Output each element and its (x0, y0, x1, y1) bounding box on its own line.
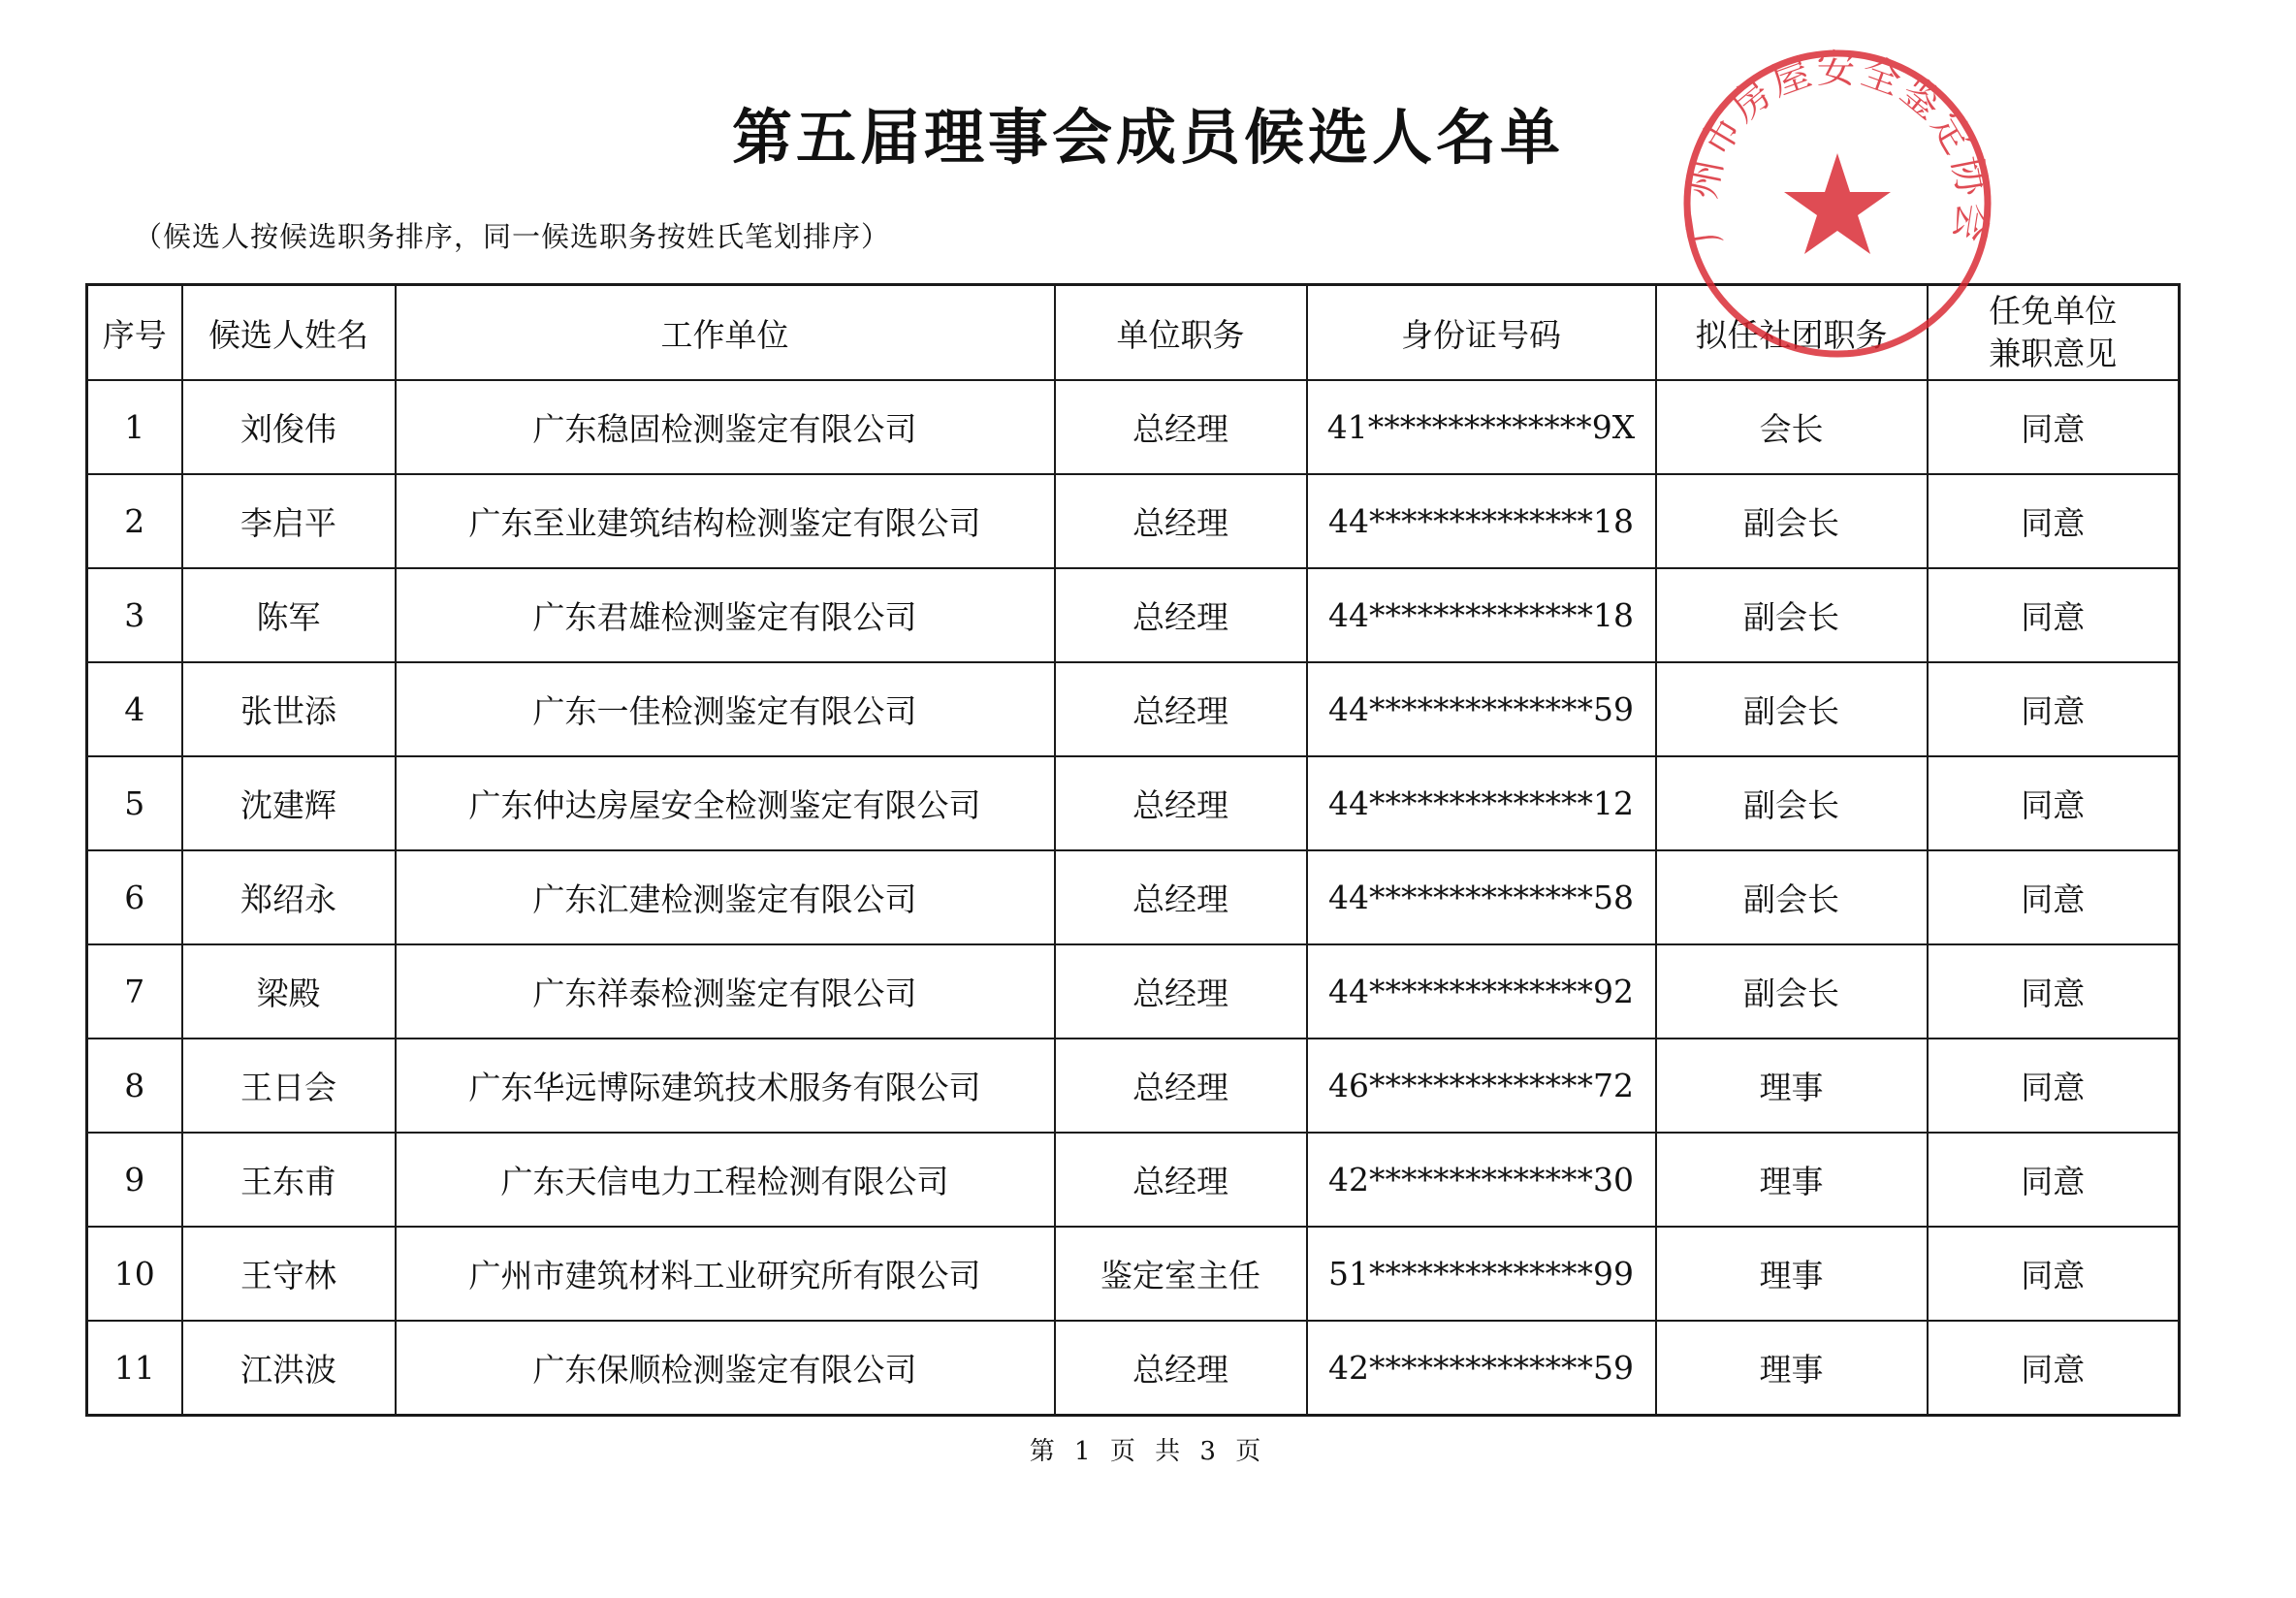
cell-seq: 5 (87, 756, 182, 850)
cell-name: 张世添 (182, 662, 396, 756)
cell-id: 44**************92 (1307, 944, 1656, 1039)
cell-name: 陈军 (182, 568, 396, 662)
cell-seq: 10 (87, 1227, 182, 1321)
header-org: 工作单位 (396, 285, 1055, 381)
cell-opinion: 同意 (1928, 1133, 2180, 1227)
cell-seq: 6 (87, 850, 182, 944)
cell-post: 理事 (1656, 1039, 1928, 1133)
cell-opinion: 同意 (1928, 756, 2180, 850)
cell-name: 沈建辉 (182, 756, 396, 850)
table-row (87, 662, 2180, 756)
cell-org: 广东君雄检测鉴定有限公司 (396, 568, 1055, 662)
header-post: 拟任社团职务 (1656, 285, 1928, 381)
cell-org: 广东保顺检测鉴定有限公司 (396, 1321, 1055, 1416)
cell-name: 王日会 (182, 1039, 396, 1133)
cell-name: 李启平 (182, 474, 396, 568)
cell-role: 总经理 (1055, 850, 1307, 944)
cell-seq: 9 (87, 1133, 182, 1227)
candidate-table (85, 283, 2181, 1417)
seal-text: 广州市房屋安全鉴定协会 (1679, 47, 1995, 247)
cell-post: 会长 (1656, 380, 1928, 474)
table-header-row (87, 285, 2180, 381)
table-row (87, 380, 2180, 474)
header-opinion-line2: 兼职意见 (1989, 335, 2118, 372)
cell-id: 44**************59 (1307, 662, 1656, 756)
cell-post: 副会长 (1656, 474, 1928, 568)
cell-role: 鉴定室主任 (1055, 1227, 1307, 1321)
table-row (87, 944, 2180, 1039)
cell-post: 副会长 (1656, 944, 1928, 1039)
page-footer: 第 1 页 共 3 页 (1029, 1437, 1267, 1466)
cell-id: 42**************59 (1307, 1321, 1656, 1416)
table-row (87, 756, 2180, 850)
cell-opinion: 同意 (1928, 568, 2180, 662)
cell-org: 广东汇建检测鉴定有限公司 (396, 850, 1055, 944)
cell-seq: 2 (87, 474, 182, 568)
cell-seq: 4 (87, 662, 182, 756)
cell-org: 广东稳固检测鉴定有限公司 (396, 380, 1055, 474)
cell-id: 42**************30 (1307, 1133, 1656, 1227)
cell-role: 总经理 (1055, 1039, 1307, 1133)
cell-post: 副会长 (1656, 568, 1928, 662)
cell-id: 44**************58 (1307, 850, 1656, 944)
cell-opinion: 同意 (1928, 944, 2180, 1039)
cell-seq: 11 (87, 1321, 182, 1416)
cell-role: 总经理 (1055, 662, 1307, 756)
cell-id: 44**************12 (1307, 756, 1656, 850)
cell-name: 王守林 (182, 1227, 396, 1321)
cell-role: 总经理 (1055, 568, 1307, 662)
cell-role: 总经理 (1055, 756, 1307, 850)
header-name: 候选人姓名 (182, 285, 396, 381)
cell-opinion: 同意 (1928, 662, 2180, 756)
cell-name: 郑绍永 (182, 850, 396, 944)
cell-opinion: 同意 (1928, 850, 2180, 944)
cell-id: 41**************9X (1307, 380, 1656, 474)
header-seq: 序号 (87, 285, 182, 381)
page-title: 第五届理事会成员候选人名单 (731, 102, 1564, 173)
cell-opinion: 同意 (1928, 1227, 2180, 1321)
cell-opinion: 同意 (1928, 380, 2180, 474)
cell-name: 梁殿 (182, 944, 396, 1039)
cell-name: 王东甫 (182, 1133, 396, 1227)
cell-post: 副会长 (1656, 850, 1928, 944)
table-row (87, 1227, 2180, 1321)
cell-seq: 1 (87, 380, 182, 474)
cell-org: 广东祥泰检测鉴定有限公司 (396, 944, 1055, 1039)
cell-post: 理事 (1656, 1133, 1928, 1227)
cell-org: 广东至业建筑结构检测鉴定有限公司 (396, 474, 1055, 568)
table-row (87, 1321, 2180, 1416)
cell-seq: 3 (87, 568, 182, 662)
cell-post: 理事 (1656, 1227, 1928, 1321)
cell-name: 刘俊伟 (182, 380, 396, 474)
table-row (87, 474, 2180, 568)
cell-opinion: 同意 (1928, 474, 2180, 568)
cell-role: 总经理 (1055, 1321, 1307, 1416)
cell-org: 广东华远博际建筑技术服务有限公司 (396, 1039, 1055, 1133)
cell-org: 广东仲达房屋安全检测鉴定有限公司 (396, 756, 1055, 850)
cell-org: 广东天信电力工程检测有限公司 (396, 1133, 1055, 1227)
header-id: 身份证号码 (1307, 285, 1656, 381)
cell-id: 44**************18 (1307, 568, 1656, 662)
table-row (87, 1039, 2180, 1133)
header-opinion-line1: 任免单位 (1989, 292, 2118, 330)
table-row (87, 850, 2180, 944)
cell-opinion: 同意 (1928, 1321, 2180, 1416)
cell-id: 44**************18 (1307, 474, 1656, 568)
header-role: 单位职务 (1055, 285, 1307, 381)
cell-post: 副会长 (1656, 662, 1928, 756)
cell-role: 总经理 (1055, 380, 1307, 474)
cell-post: 副会长 (1656, 756, 1928, 850)
cell-name: 江洪波 (182, 1321, 396, 1416)
cell-id: 51**************99 (1307, 1227, 1656, 1321)
cell-role: 总经理 (1055, 474, 1307, 568)
table-row (87, 1133, 2180, 1227)
cell-org: 广东一佳检测鉴定有限公司 (396, 662, 1055, 756)
cell-seq: 7 (87, 944, 182, 1039)
cell-opinion: 同意 (1928, 1039, 2180, 1133)
header-opinion (1928, 285, 2180, 381)
sort-note: （候选人按候选职务排序，同一候选职务按姓氏笔划排序） (134, 220, 891, 253)
cell-role: 总经理 (1055, 944, 1307, 1039)
table-row (87, 568, 2180, 662)
cell-org: 广州市建筑材料工业研究所有限公司 (396, 1227, 1055, 1321)
cell-post: 理事 (1656, 1321, 1928, 1416)
cell-role: 总经理 (1055, 1133, 1307, 1227)
cell-id: 46**************72 (1307, 1039, 1656, 1133)
cell-seq: 8 (87, 1039, 182, 1133)
